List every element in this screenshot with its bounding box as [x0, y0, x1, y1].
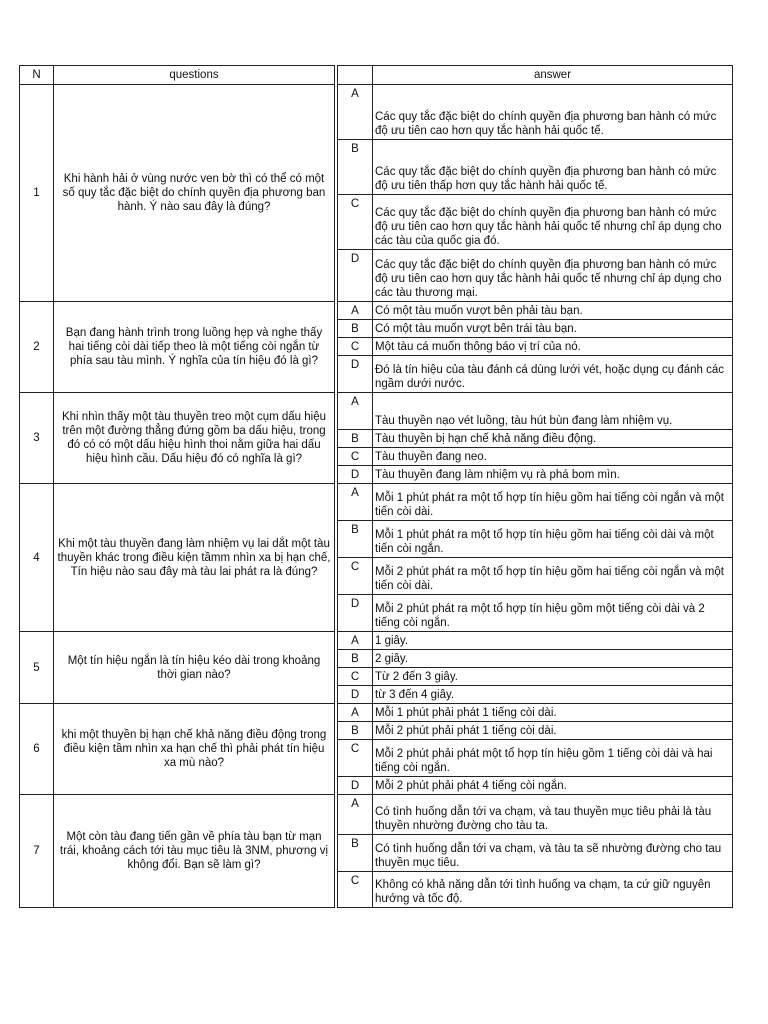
option-letter: D [338, 250, 373, 302]
option-letter: A [338, 393, 373, 430]
option-text: Mỗi 2 phút phải phát 1 tiếng còi dài. [373, 722, 733, 740]
option-row [20, 85, 733, 140]
option-row [20, 484, 733, 521]
option-letter: B [338, 650, 373, 668]
option-letter: B [338, 430, 373, 448]
question-number: 5 [20, 632, 54, 704]
option-text: Các quy tắc đặc biệt do chính quyền địa phương ban hành có mức độ ưu tiên cao hơn quy tắc hành hải quốc tế nhưng chỉ áp dụng cho các tàu của quốc gia đó. [373, 195, 733, 250]
option-letter: C [338, 448, 373, 466]
option-text: Mỗi 2 phút phải phát một tổ hợp tín hiệu gồm 1 tiếng còi dài và hai tiếng còi ngắn. [373, 740, 733, 777]
question-text: Một tín hiệu ngắn là tín hiệu kéo dài trong khoảng thời gian nào? [54, 632, 335, 704]
option-text: 2 giây. [373, 650, 733, 668]
question-number: 7 [20, 795, 54, 908]
option-letter: B [338, 140, 373, 195]
option-letter: C [338, 740, 373, 777]
question-text: Khi hành hải ở vùng nước ven bờ thì có thể có một số quy tắc đặc biệt do chính quyền địa phương ban hành. Ý nào sau đây là đúng? [54, 85, 335, 302]
question-text: Khi một tàu thuyền đang làm nhiệm vụ lai dắt một tàu thuyền khác trong điều kiện tầmm nhìn xa bị hạn chế, Tín hiệu nào sau đây mà tàu lai phát ra là đúng? [54, 484, 335, 632]
option-letter: A [338, 484, 373, 521]
option-text: Các quy tắc đặc biệt do chính quyền địa phương ban hành có mức độ ưu tiên cao hơn quy tắc hành hải quốc tế. [373, 85, 733, 140]
option-letter: B [338, 320, 373, 338]
header-questions: questions [54, 66, 335, 85]
option-letter: A [338, 302, 373, 320]
question-number: 3 [20, 393, 54, 484]
header-answer: answer [373, 66, 733, 85]
option-text: Từ 2 đến 3 giây. [373, 668, 733, 686]
option-text: Có một tàu muốn vượt bên phải tàu bạn. [373, 302, 733, 320]
option-text: Có một tàu muốn vượt bên trái tàu bạn. [373, 320, 733, 338]
option-text: Tàu thuyền bị hạn chế khả năng điều động. [373, 430, 733, 448]
option-text: Đó là tín hiệu của tàu đánh cá dùng lưới vét, hoặc dụng cụ đánh các ngầm dưới nước. [373, 356, 733, 393]
option-text: Không có khả năng dẫn tới tình huống va chạm, ta cứ giữ nguyên hướng và tốc độ. [373, 872, 733, 908]
option-text: Có tình huống dẫn tới va chạm, và tau thuyền mục tiêu phải là tàu thuyền nhường đường cho tàu ta. [373, 795, 733, 835]
option-letter: D [338, 356, 373, 393]
option-text: Mỗi 1 phút phải phát 1 tiếng còi dài. [373, 704, 733, 722]
question-number: 6 [20, 704, 54, 795]
question-text: Bạn đang hành trình trong luồng hẹp và nghe thấy hai tiếng còi dài tiếp theo là một tiếng còi ngắn từ phía sau tàu mình. Ý nghĩa của tín hiệu đó là gì? [54, 302, 335, 393]
option-letter: C [338, 195, 373, 250]
option-text: từ 3 đến 4 giây. [373, 686, 733, 704]
option-text: Mỗi 2 phút phát ra một tổ hợp tín hiệu gồm một tiếng còi dài và 2 tiếng còi ngắn. [373, 595, 733, 632]
option-text: Tàu thuyền nạo vét luồng, tàu hút bùn đang làm nhiệm vụ. [373, 393, 733, 430]
option-letter: C [338, 668, 373, 686]
option-letter: D [338, 777, 373, 795]
option-row [20, 632, 733, 650]
option-row [20, 795, 733, 835]
header-n: N [20, 66, 54, 85]
question-table [19, 65, 733, 908]
question-text: Khi nhìn thấy một tàu thuyền treo một cụm dấu hiệu trên một đường thẳng đứng gồm ba dấu hiệu, trong đó có có một dấu hiệu hình thoi nằm giữa hai dấu hiệu hình cầu. Dấu hiệu đó có nghĩa là gì? [54, 393, 335, 484]
option-row [20, 704, 733, 722]
option-text: Tàu thuyền đang neo. [373, 448, 733, 466]
option-text: Có tình huống dẫn tới va chạm, và tàu ta sẽ nhường đường cho tau thuyền mục tiêu. [373, 835, 733, 872]
option-text: Các quy tắc đặc biệt do chính quyền địa phương ban hành có mức độ ưu tiên thấp hơn quy tắc hành hải quốc tế. [373, 140, 733, 195]
option-letter: D [338, 595, 373, 632]
question-number: 1 [20, 85, 54, 302]
option-letter: B [338, 835, 373, 872]
question-text: khi một thuyền bị hạn chế khả năng điều động trong điều kiện tầm nhìn xa hạn chế thì phải phát tín hiệu xa mù nào? [54, 704, 335, 795]
option-letter: D [338, 466, 373, 484]
option-letter: B [338, 521, 373, 558]
header-row [20, 66, 733, 85]
option-letter: B [338, 722, 373, 740]
option-letter: A [338, 632, 373, 650]
option-text: Tàu thuyền đang làm nhiệm vụ rà phá bom mìn. [373, 466, 733, 484]
question-number: 4 [20, 484, 54, 632]
option-text: Một tàu cá muốn thông báo vị trí của nó. [373, 338, 733, 356]
option-letter: A [338, 704, 373, 722]
option-letter: C [338, 872, 373, 908]
option-letter: D [338, 686, 373, 704]
option-row [20, 393, 733, 430]
option-letter: A [338, 85, 373, 140]
option-text: Mỗi 2 phút phải phát 4 tiếng còi ngắn. [373, 777, 733, 795]
option-letter: C [338, 338, 373, 356]
option-text: Các quy tắc đặc biệt do chính quyền địa phương ban hành có mức độ ưu tiên cao hơn quy tắc hành hải quốc tế nhưng chỉ áp dụng cho các tàu thương mại. [373, 250, 733, 302]
option-row [20, 302, 733, 320]
option-text: Mỗi 1 phút phát ra một tổ hợp tín hiệu gồm hai tiếng còi dài và một tiến còi ngắn. [373, 521, 733, 558]
question-number: 2 [20, 302, 54, 393]
option-text: Mỗi 1 phút phát ra một tổ hợp tín hiệu gồm hai tiếng còi ngắn và một tiến còi dài. [373, 484, 733, 521]
header-letter [338, 66, 373, 85]
question-text: Một còn tàu đang tiến gần về phía tàu bạn từ mạn trái, khoảng cách tới tàu mục tiêu là 3NM, phương vị không đổi. Bạn sẽ làm gì? [54, 795, 335, 908]
option-letter: A [338, 795, 373, 835]
option-text: 1 giây. [373, 632, 733, 650]
option-letter: C [338, 558, 373, 595]
option-text: Mỗi 2 phút phát ra một tổ hợp tín hiệu gồm hai tiếng còi ngắn và một tiến còi dài. [373, 558, 733, 595]
